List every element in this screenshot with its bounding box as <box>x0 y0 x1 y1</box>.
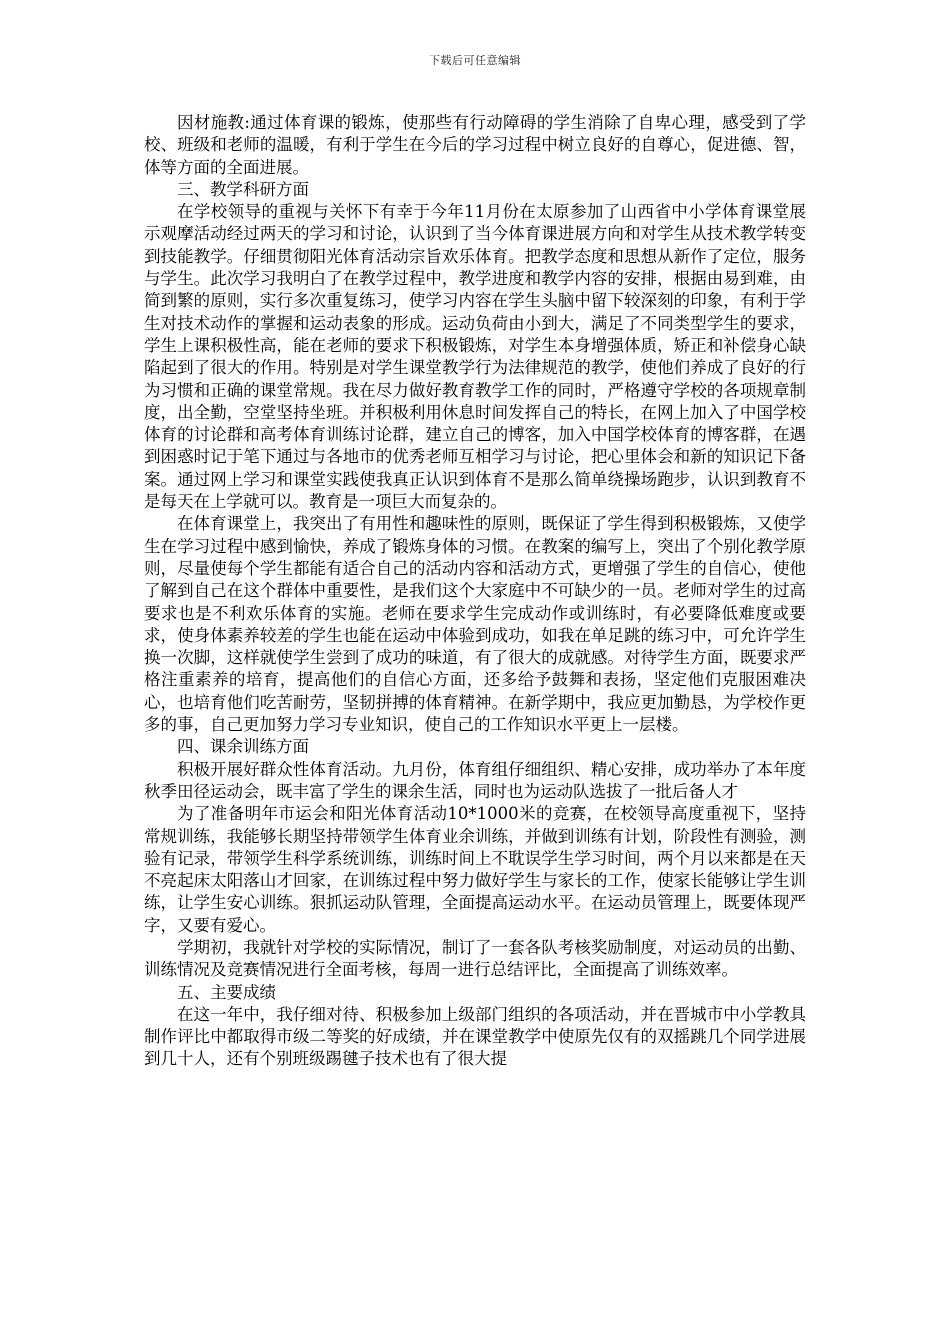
section-heading-research: 三、教学科研方面 <box>177 179 309 199</box>
section-heading-training: 四、课余训练方面 <box>177 737 309 757</box>
paragraph-mass-sports: 积极开展好群众性体育活动。九月份，体育组仔细组织、精心安排，成功举办了本年度秋季田径运动会，既丰富了学生的课余生活，同时也为运动队选拔了一批后备人才 <box>144 759 806 801</box>
paragraph-individualized-teaching: 因材施教:通过体育课的锻炼，使那些有行动障碍的学生消除了自卑心理，感受到了学校、班级和老师的温暖，有利于学生在今后的学习过程中树立良好的自尊心，促进德、智，体等方面的全面进展。 <box>144 113 806 177</box>
paragraph-assessment: 学期初，我就针对学校的实际情况，制订了一套各队考核奖励制度，对运动员的出勤、训练情况及竞赛情况进行全面考核，每周一进行总结评比，全面提高了训练效率。 <box>144 937 806 980</box>
paragraph-classroom: 在体育课堂上，我突出了有用性和趣味性的原则，既保证了学生得到积极锻炼，又使学生在学习过程中感到愉快，养成了锻炼身体的习惯。在教案的编写上，突出了个别化教学原则，尽量使每个学生都能有适合自己的活动内容和活动方式，更增强了学生的自信心，使他了解到自己在这个群体中重要性，是我们这个大家庭中不可缺少的一员。老师对学生的过高要求也是不利欢乐体育的实施。老师在要求学生完成动作或训练时，有必要降低难度或要求，使身体素养较差的学生也能在运动中体验到成功，如我在单足跳的练习中，可允许学生换一次脚，这样就使学生尝到了成功的味道，有了很大的成就感。对待学生方面，既要求严格注重素养的培育，提高他们的自信心方面，还多给予鼓舞和表扬，坚定他们克服困难决心，也培育他们吃苦耐劳，坚韧拼搏的体育精神。在新学期中，我应更加勤恳，为学校作更多的事，自己更加努力学习专业知识，使自己的工作知识水平更上一层楼。 <box>144 514 806 735</box>
paragraph-achievements: 在这一年中，我仔细对待、积极参加上级部门组织的各项活动，并在晋城市中小学教具制作评比中都取得市级二等奖的好成绩，并在课堂教学中使原先仅有的双摇跳几个同学进展到几十人，还有个别班级踢毽子技术也有了很大提 <box>144 1004 806 1069</box>
paragraph-competition-prep: 为了准备明年市运会和阳光体育活动10*1000米的竞赛，在校领导高度重视下，坚持常规训练，我能够长期坚持带领学生体育业余训练，并做到训练有计划，阶段性有测验，测验有记录，带领学生科学系统训练，训练时间上不耽误学生学习时间，两个月以来都是在天不亮起床太阳落山才回家，在训练过程中努力做好学生与家长的工作，使家长能够让学生训练，让学生安心训练。狠抓运动队管理，全面提高运动水平。在运动员管理上，既要体现严字，又要有爱心。 <box>144 804 806 935</box>
page-header-note: 下载后可任意编辑 <box>429 54 521 67</box>
document-body <box>144 112 806 1071</box>
section-heading-achievements: 五、主要成绩 <box>177 982 276 1002</box>
paragraph-research: 在学校领导的重视与关怀下有幸于今年11月份在太原参加了山西省中小学体育课堂展示观摩活动经过两天的学习和讨论，认识到了当今体育课进展方向和对学生从技术教学转变到技能教学。仔细贯彻阳光体育活动宗旨欢乐体育。把教学态度和思想从新作了定位，服务与学生。此次学习我明白了在教学过程中，教学进度和教学内容的安排，根据由易到难，由简到繁的原则，实行多次重复练习，使学习内容在学生头脑中留下较深刻的印象，有利于学生对技术动作的掌握和运动表象的形成。运动负荷由小到大，满足了不同类型学生的要求，学生上课积极性高，能在老师的要求下积极锻炼，对学生本身增强体质，矫正和补偿身心缺陷起到了很大的作用。特别是对学生课堂教学行为法律规范的教学，使他们养成了良好的行为习惯和正确的课堂常规。我在尽力做好教育教学工作的同时，严格遵守学校的各项规章制度，出全勤，空堂坚持坐班。并积极利用休息时间发挥自己的特长，在网上加入了中国学校体育的讨论群和高考体育训练讨论群，建立自己的博客，加入中国学校体育的博客群，在遇到困惑时记于笔下通过与各地市的优秀老师互相学习与讨论，把心里体会和新的知识记下备案。通过网上学习和课堂实践使我真正认识到体育不是那么简单绕操场跑步，认识到教育不是每天在上学就可以。教育是一项巨大而复杂的。 <box>144 202 806 512</box>
